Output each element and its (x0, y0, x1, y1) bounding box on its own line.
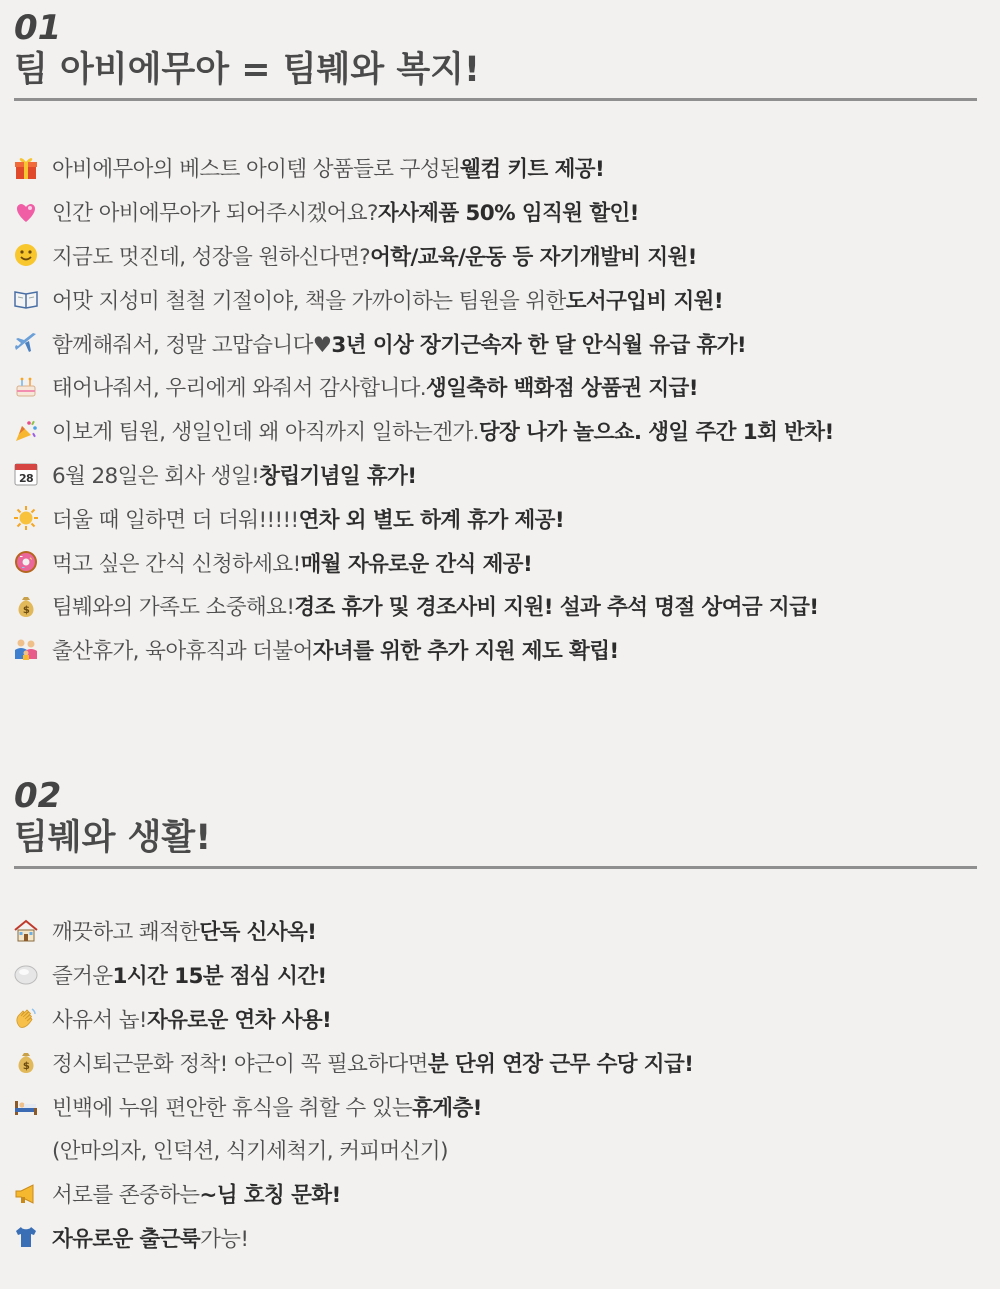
item-highlight: 경조 휴가 및 경조사비 지원! 설과 추석 명절 상여금 지급! (294, 595, 819, 621)
party-popper-icon (12, 417, 40, 445)
item-highlight: 단독 신사옥! (199, 920, 317, 946)
list-item (12, 496, 834, 540)
sun-icon (12, 504, 40, 532)
item-highlight: 어학/교육/운동 등 자기개발비 지원! (370, 244, 697, 270)
megaphone-icon (12, 1180, 40, 1208)
item-text: 출산휴가, 육아휴직과 더불어 (52, 639, 313, 665)
item-text: 사유서 놉! (52, 1007, 147, 1033)
item-highlight: 연차 외 별도 하계 휴가 제공! (298, 507, 565, 533)
list-item (12, 1040, 693, 1084)
section-benefits (14, 8, 977, 101)
svg-text:$: $ (22, 1061, 30, 1073)
item-text: 팀붸와의 가족도 소중해요! (52, 595, 295, 621)
item-highlight: 생일축하 백화점 상품권 지급! (426, 376, 698, 402)
item-highlight: 매월 자유로운 간식 제공! (300, 551, 533, 577)
book-icon (12, 285, 40, 313)
svg-text:$: $ (22, 604, 30, 616)
airplane-icon (12, 329, 40, 357)
item-text: 함께해줘서, 정말 고맙습니다♥ (52, 332, 332, 358)
item-highlight: ~님 호칭 문화! (199, 1183, 341, 1209)
list-item (12, 1084, 693, 1128)
list-item (12, 1128, 693, 1172)
life-list (12, 909, 693, 1259)
svg-text:28: 28 (18, 472, 34, 486)
smiley-icon (12, 241, 40, 269)
money-bag-icon (12, 1048, 40, 1076)
list-item (12, 146, 834, 190)
money-bag-icon (12, 592, 40, 620)
list-item (12, 453, 834, 497)
item-highlight: 자사제품 50% 임직원 할인! (377, 201, 639, 227)
rice-ball-icon (12, 961, 40, 989)
list-item (12, 321, 834, 365)
list-item (12, 234, 834, 278)
item-text: 아비에무아의 베스트 아이템 상품들로 구성된 (52, 157, 461, 183)
section-life (14, 776, 977, 869)
item-highlight: 휴게층! (412, 1095, 482, 1121)
item-highlight: 자유로운 연차 사용! (146, 1007, 332, 1033)
list-item (12, 365, 834, 409)
item-highlight: 1시간 15분 점심 시간! (112, 964, 327, 990)
list-item (12, 628, 834, 672)
list-item (12, 277, 834, 321)
item-text: 더울 때 일하면 더 더워!!!!! (52, 507, 299, 533)
item-text: (안마의자, 인덕션, 식기세척기, 커피머신기) (52, 1139, 448, 1165)
cake-icon (12, 373, 40, 401)
item-text: 태어나줘서, 우리에게 와줘서 감사합니다. (52, 376, 427, 402)
item-text: 빈백에 누워 편안한 휴식을 취할 수 있는 (52, 1095, 413, 1121)
donut-icon (12, 548, 40, 576)
section-number: 02 (14, 776, 62, 816)
item-highlight: 3년 이상 장기근속자 한 달 안식월 유급 휴가! (331, 332, 747, 358)
list-item (12, 909, 693, 953)
item-highlight: 자유로운 출근룩 (52, 1226, 201, 1252)
calendar-icon (12, 460, 40, 488)
heart-icon (12, 198, 40, 226)
list-item (12, 953, 693, 997)
item-text: 어맛 지성미 철철 기절이야, 책을 가까이하는 팀원을 위한 (52, 288, 566, 314)
list-item (12, 1216, 693, 1260)
gift-icon (12, 154, 40, 182)
item-highlight: 웰컴 키트 제공! (460, 157, 605, 183)
list-item (12, 1172, 693, 1216)
item-text: 지금도 멋진데, 성장을 원하신다면? (52, 244, 371, 270)
waving-hand-icon (12, 1004, 40, 1032)
item-text: 이보게 팀원, 생일인데 왜 아직까지 일하는겐가. (52, 420, 479, 446)
item-text: 먹고 싶은 간식 신청하세요! (52, 551, 301, 577)
item-highlight: 도서구입비 지원! (565, 288, 724, 314)
item-text-tail: 가능! (200, 1226, 249, 1252)
item-highlight: 당장 나가 놀으쇼. 생일 주간 1회 반차! (478, 420, 834, 446)
bed-icon (12, 1092, 40, 1120)
item-highlight: 자녀를 위한 추가 지원 제도 확립! (312, 639, 619, 665)
item-text: 정시퇴근문화 정착! 야근이 꼭 필요하다면 (52, 1051, 428, 1077)
section-title: 팀붸와 생활! (14, 816, 977, 869)
list-item (12, 997, 693, 1041)
item-text: 인간 아비에무아가 되어주시겠어요? (52, 201, 378, 227)
tshirt-icon (12, 1223, 40, 1251)
item-text: 6월 28일은 회사 생일! (52, 463, 260, 489)
item-highlight: 창립기념일 휴가! (259, 463, 417, 489)
item-text: 서로를 존중하는 (52, 1183, 200, 1209)
list-item (12, 409, 834, 453)
section-title: 팀 아비에무아 = 팀붸와 복지! (14, 48, 977, 101)
list-item (12, 584, 834, 628)
item-highlight: 분 단위 연장 근무 수당 지급! (427, 1051, 694, 1077)
section-number: 01 (14, 8, 62, 48)
list-item (12, 190, 834, 234)
list-item (12, 540, 834, 584)
benefits-list (12, 146, 834, 672)
item-text: 깨끗하고 쾌적한 (52, 920, 200, 946)
family-icon (12, 636, 40, 664)
house-icon (12, 917, 40, 945)
item-text: 즐거운 (52, 964, 113, 990)
